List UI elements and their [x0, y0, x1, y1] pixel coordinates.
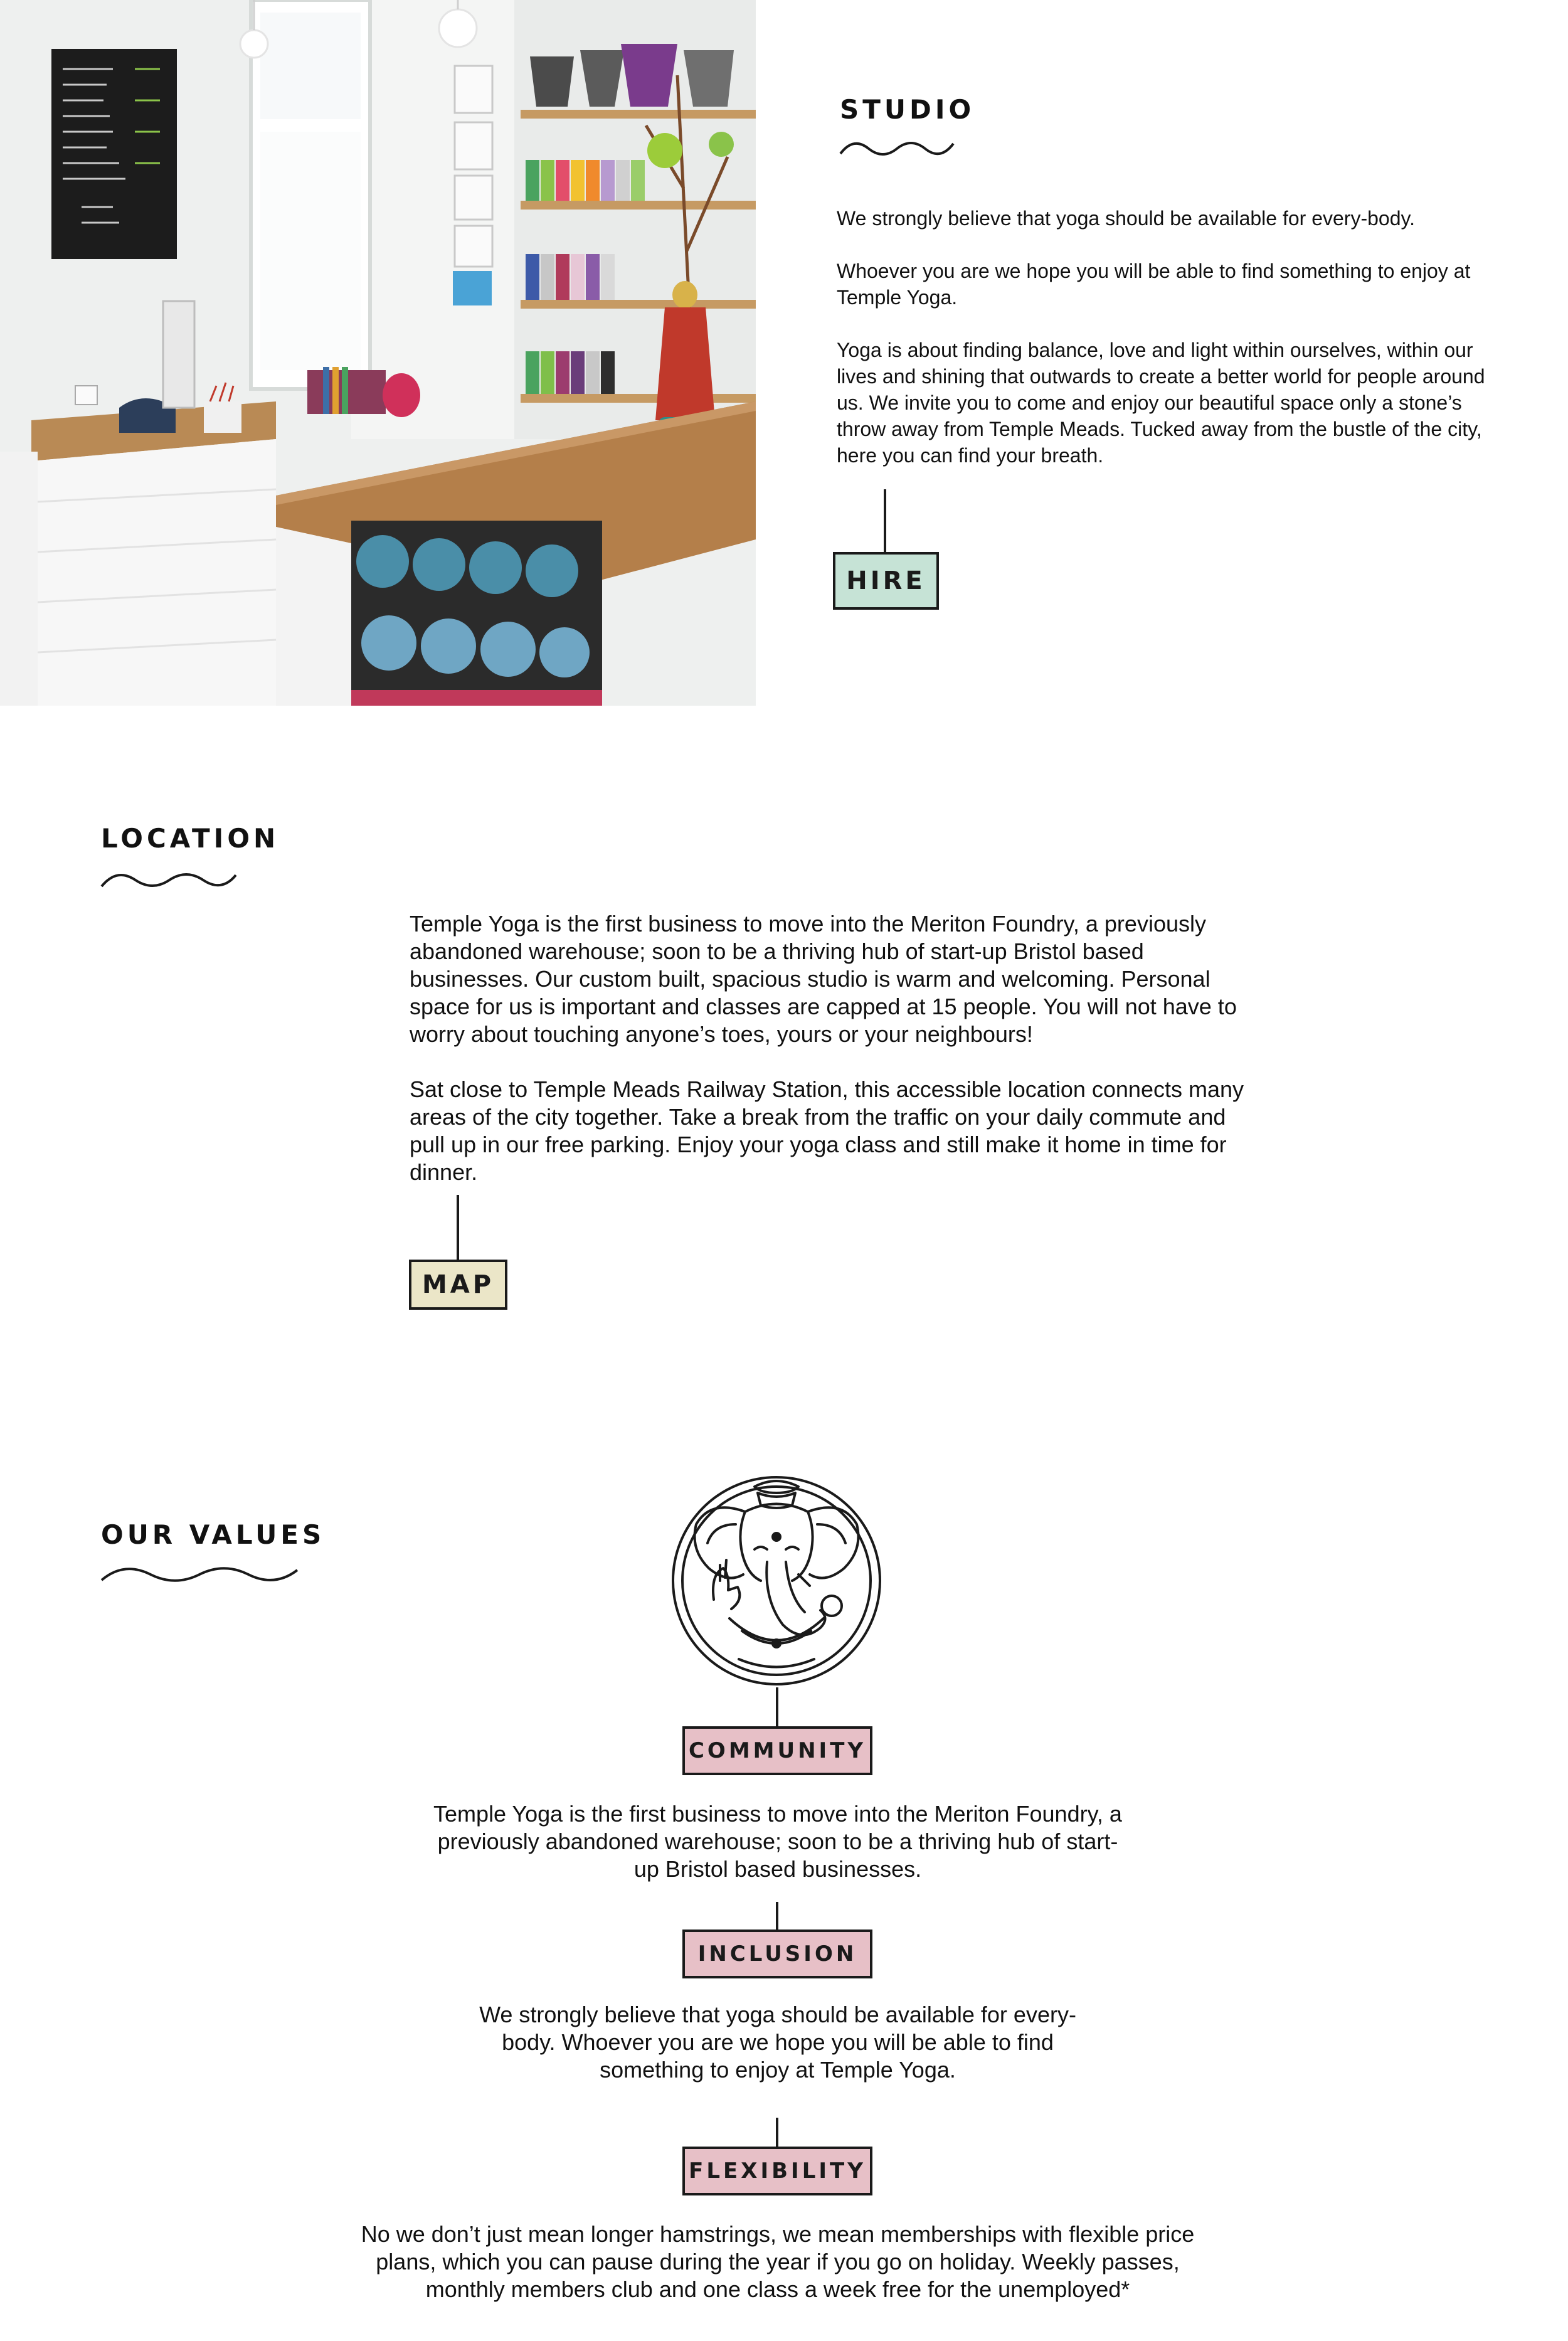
location-heading: LOCATION	[101, 823, 280, 854]
map-button[interactable]: MAP	[409, 1260, 507, 1310]
value-tag-community: COMMUNITY	[682, 1726, 872, 1775]
studio-heading: STUDIO	[840, 94, 975, 125]
value-tag-inclusion: INCLUSION	[682, 1930, 872, 1978]
studio-photo	[0, 0, 756, 706]
hire-connector-line	[884, 489, 886, 553]
location-wave-divider	[100, 871, 237, 889]
ganesha-icon	[670, 1474, 883, 1687]
values-heading: OUR VALUES	[101, 1519, 326, 1550]
studio-paragraph: We strongly believe that yoga should be available for every-body.	[837, 207, 1416, 230]
location-paragraph: Temple Yoga is the first business to move into the Meriton Foundry, a previously abandoned warehouse; soon to be a thriving hub of start-up Bristol based businesses. Our custom built, spacious studio is warm and welcoming. Personal space for us is important and classes are capped at 15 people. You will not have to worry about touching anyone’s toes, yours or your neighbours!	[410, 911, 1237, 1047]
inclusion-connector-line	[776, 1902, 778, 1931]
studio-text	[837, 205, 1514, 469]
value-text-inclusion: We strongly believe that yoga should be available for every-body. Whoever you are we hope you will be able to find something to enjoy at Temple Yoga.	[479, 2002, 1076, 2083]
location-paragraph: Sat close to Temple Meads Railway Station, this accessible location connects many areas of the city together. Take a break from the traffic on your daily commute and pull up in our free parking. Enjoy your yoga class and still make it home in time for dinner.	[410, 1076, 1244, 1185]
value-text-community: Temple Yoga is the first business to move into the Meriton Foundry, a previously abandoned warehouse; soon to be a thriving hub of start-up Bristol based businesses.	[433, 1801, 1122, 1882]
studio-paragraph: Whoever you are we hope you will be able to find something to enjoy at Temple Yoga.	[837, 260, 1471, 309]
values-wave-divider	[100, 1565, 299, 1584]
studio-paragraph: Yoga is about finding balance, love and light within ourselves, within our lives and shining that outwards to create a better world for people around us. We invite you to come and enjoy our beautiful space only a stone’s throw away from Temple Meads. Tucked away from the bustle of the city, here you can find your breath.	[837, 339, 1485, 467]
flexibility-connector-line	[776, 2118, 778, 2148]
studio-wave-divider	[839, 139, 955, 158]
community-connector-line	[776, 1687, 778, 1728]
value-text-flexibility: No we don’t just mean longer hamstrings, we mean memberships with flexible price plans, which you can pause during the year if you go on holiday. Weekly passes, monthly members club and one class a week free for the unemployed*	[361, 2221, 1195, 2302]
studio-reception-image	[0, 0, 756, 706]
map-connector-line	[457, 1195, 459, 1261]
value-tag-flexibility: FLEXIBILITY	[682, 2147, 872, 2195]
location-text	[410, 910, 1250, 1186]
hire-button[interactable]: HIRE	[833, 552, 939, 610]
